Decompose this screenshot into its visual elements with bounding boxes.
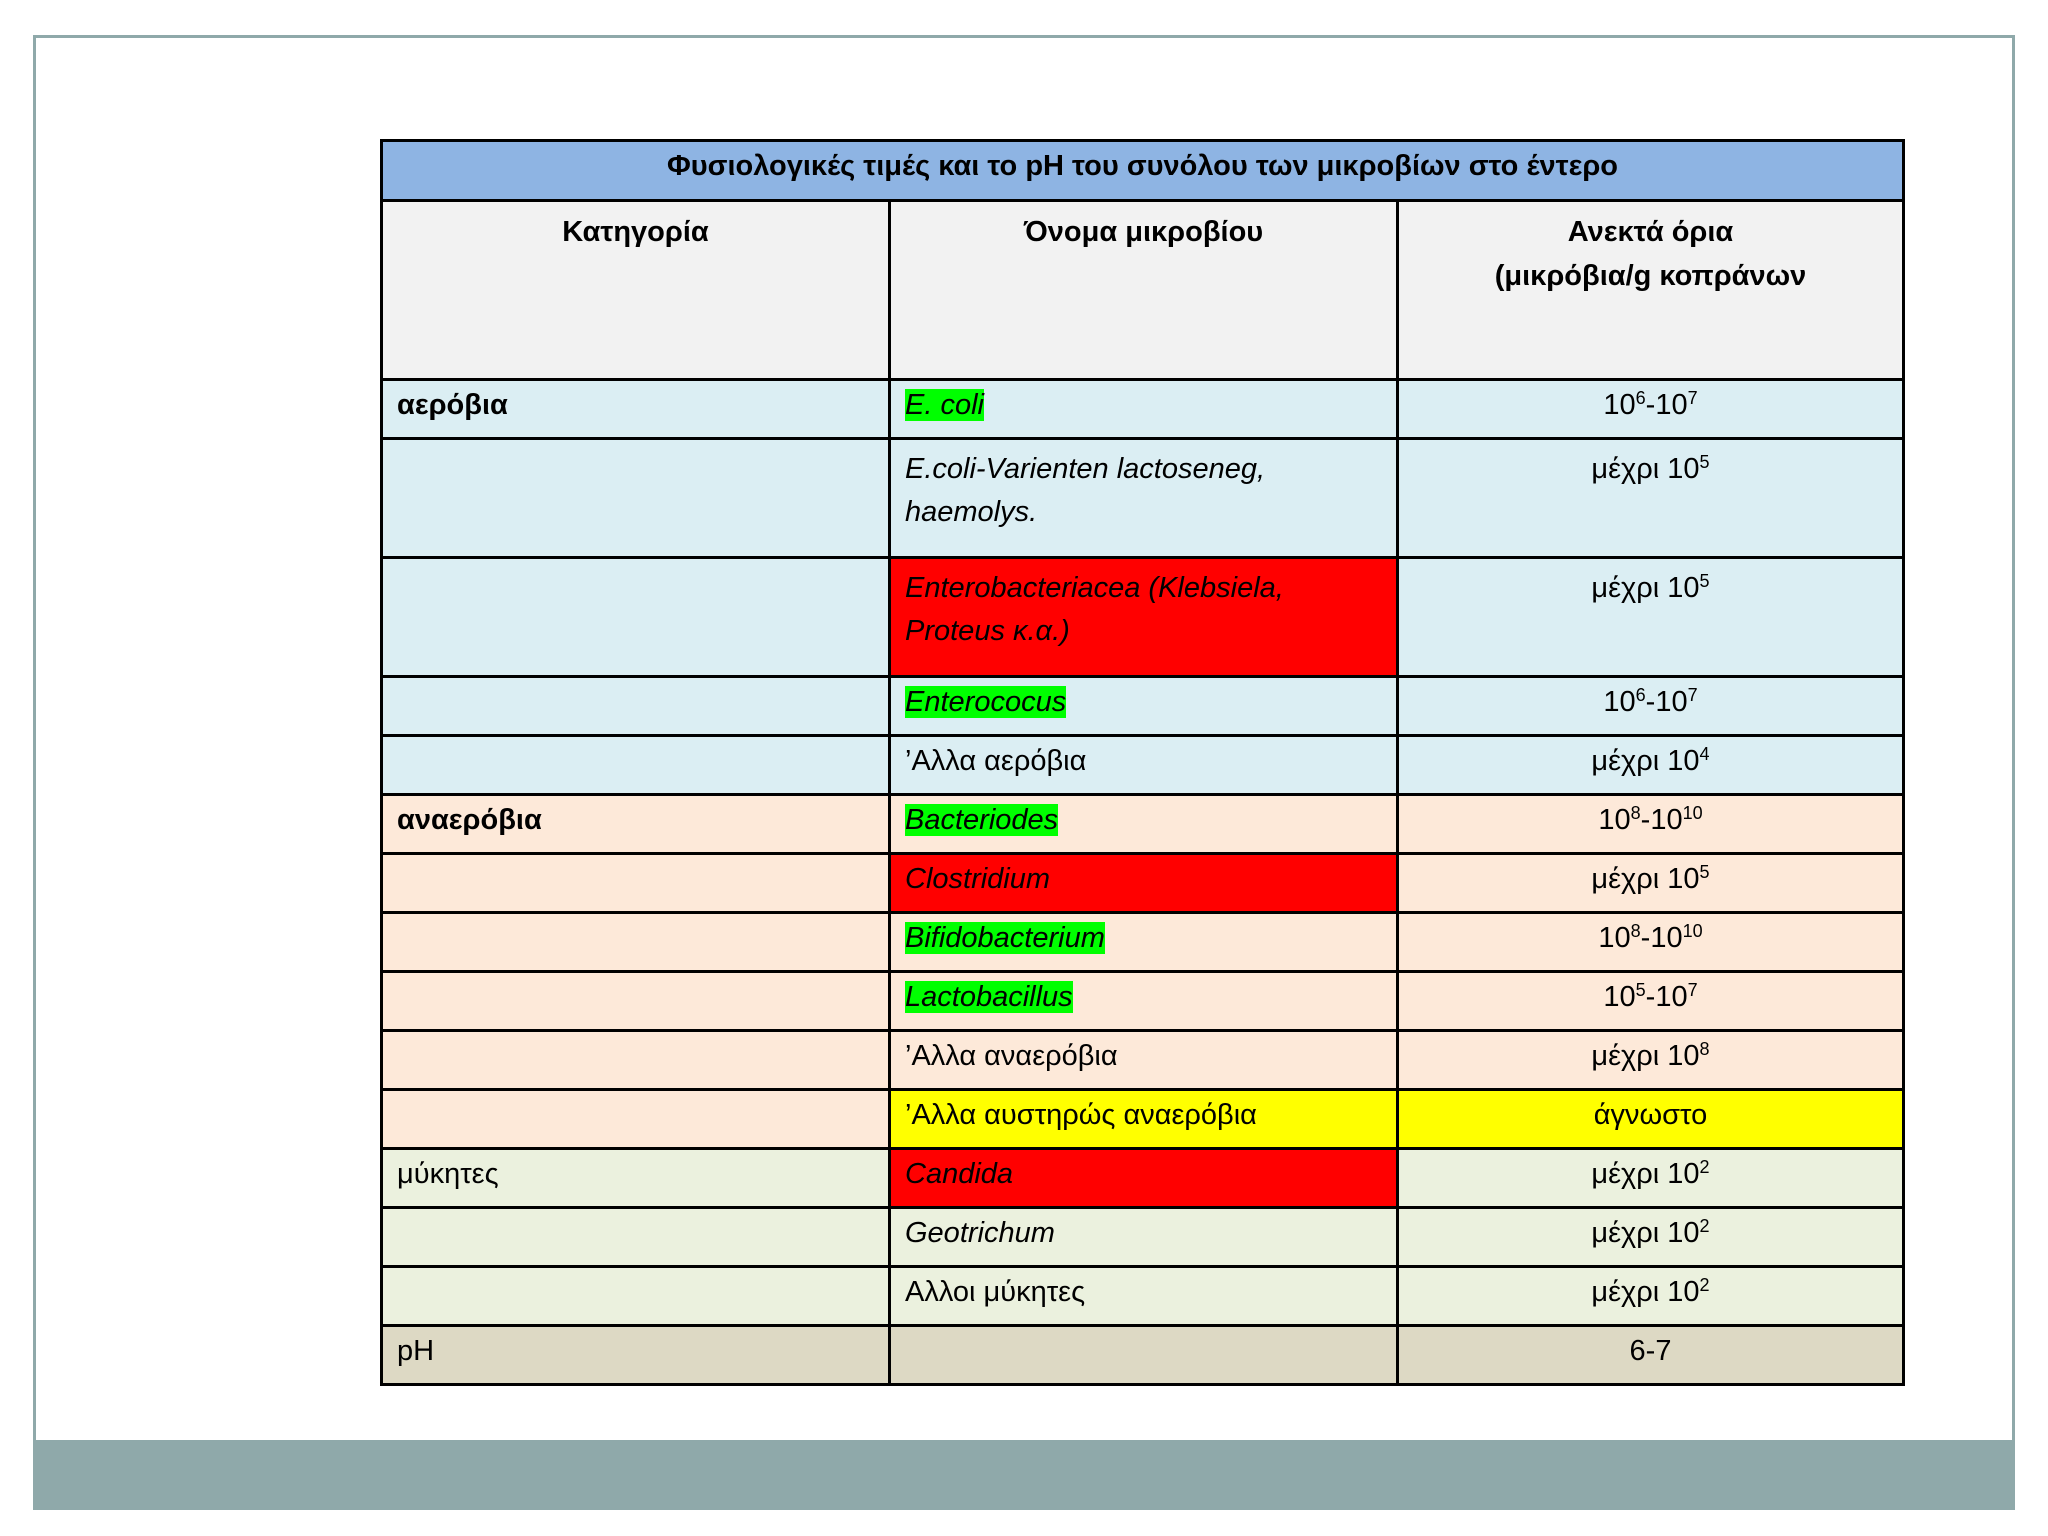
- table-row: [382, 1267, 1904, 1326]
- header-limit: [1398, 201, 1904, 380]
- row-name: Candida: [890, 1149, 1398, 1208]
- row-name: ’Αλλα αυστηρώς αναερόβια: [890, 1090, 1398, 1149]
- limit-base: μέχρι 10: [1591, 572, 1700, 604]
- limit-exp: 6: [1635, 388, 1646, 408]
- limit-exp: 8: [1699, 1039, 1710, 1059]
- row-limit: [1398, 1149, 1904, 1208]
- row-name-text: E. coli: [905, 389, 984, 421]
- limit-mid: -10: [1640, 922, 1683, 954]
- row-name: [890, 795, 1398, 854]
- row-category: αερόβια: [382, 380, 890, 439]
- table-row: [382, 1326, 1904, 1385]
- table-row: [382, 1208, 1904, 1267]
- limit-exp: 5: [1699, 452, 1710, 472]
- limit-exp2: 7: [1687, 980, 1698, 1000]
- limit-exp: 6: [1635, 685, 1646, 705]
- limit-exp: 5: [1699, 862, 1710, 882]
- row-name: Geotrichum: [890, 1208, 1398, 1267]
- limit-base: 10: [1598, 922, 1631, 954]
- row-name: [890, 913, 1398, 972]
- limit-base: άγνωστο: [1593, 1099, 1708, 1131]
- limit-base: μέχρι 10: [1591, 1217, 1700, 1249]
- row-category: [382, 439, 890, 558]
- microbe-table: [380, 139, 1905, 1386]
- row-category: [382, 972, 890, 1031]
- limit-base: 10: [1603, 686, 1636, 718]
- limit-base: μέχρι 10: [1591, 1158, 1700, 1190]
- limit-exp2: 7: [1687, 388, 1698, 408]
- row-limit: [1398, 1208, 1904, 1267]
- limit-mid: -10: [1645, 686, 1688, 718]
- row-limit: [1398, 1326, 1904, 1385]
- table-title-row: [382, 141, 1904, 201]
- row-category: [382, 1031, 890, 1090]
- row-category: αναερόβια: [382, 795, 890, 854]
- limit-base: μέχρι 10: [1591, 745, 1700, 777]
- limit-base: μέχρι 10: [1591, 453, 1700, 485]
- row-limit: [1398, 913, 1904, 972]
- limit-base: μέχρι 10: [1591, 1040, 1700, 1072]
- footer-band: [33, 1440, 2015, 1510]
- row-name-text: Lactobacillus: [905, 981, 1073, 1013]
- row-name: ’Αλλα αερόβια: [890, 736, 1398, 795]
- table-row: [382, 795, 1904, 854]
- header-name: Όνομα μικροβίου: [890, 201, 1398, 380]
- row-limit: [1398, 854, 1904, 913]
- table-header-row: [382, 201, 1904, 380]
- limit-exp: 2: [1699, 1216, 1710, 1236]
- row-category: [382, 558, 890, 677]
- row-name-text: Bifidobacterium: [905, 922, 1105, 954]
- header-category: Κατηγορία: [382, 201, 890, 380]
- row-category: [382, 1267, 890, 1326]
- row-limit: [1398, 1031, 1904, 1090]
- limit-exp: 5: [1699, 571, 1710, 591]
- limit-base: 10: [1603, 981, 1636, 1013]
- row-limit: [1398, 439, 1904, 558]
- table-row: [382, 854, 1904, 913]
- row-category: [382, 854, 890, 913]
- limit-mid: -10: [1640, 804, 1683, 836]
- limit-exp: 2: [1699, 1275, 1710, 1295]
- header-limit-line1: Ανεκτά όρια: [1567, 216, 1734, 248]
- row-category: pH: [382, 1326, 890, 1385]
- limit-exp: 8: [1630, 803, 1641, 823]
- row-name: Clostridium: [890, 854, 1398, 913]
- limit-base: 10: [1598, 804, 1631, 836]
- limit-exp: 4: [1699, 744, 1710, 764]
- row-limit: [1398, 558, 1904, 677]
- table-row: [382, 736, 1904, 795]
- table-row: [382, 439, 1904, 558]
- limit-exp: 2: [1699, 1157, 1710, 1177]
- limit-exp: 5: [1635, 980, 1646, 1000]
- row-limit: [1398, 736, 1904, 795]
- limit-mid: -10: [1645, 981, 1688, 1013]
- row-name: Αλλοι μύκητες: [890, 1267, 1398, 1326]
- row-category: [382, 913, 890, 972]
- limit-base: 6-7: [1629, 1335, 1672, 1367]
- row-name: [890, 1326, 1398, 1385]
- header-limit-line2: (μικρόβια/g κοπράνων: [1494, 260, 1807, 292]
- table-row: [382, 972, 1904, 1031]
- row-limit: [1398, 1267, 1904, 1326]
- table-title: Φυσιολογικές τιμές και το pH του συνόλου των μικροβίων στο έντερο: [382, 141, 1904, 201]
- row-name-text: Enterococus: [905, 686, 1067, 718]
- table-row: [382, 1031, 1904, 1090]
- row-limit: [1398, 677, 1904, 736]
- limit-exp: 8: [1630, 921, 1641, 941]
- limit-mid: -10: [1645, 389, 1688, 421]
- row-name: E.coli-Varienten lactoseneg, haemolys.: [890, 439, 1398, 558]
- row-name: [890, 972, 1398, 1031]
- row-limit: [1398, 972, 1904, 1031]
- limit-exp2: 7: [1687, 685, 1698, 705]
- row-category: [382, 677, 890, 736]
- limit-exp2: 10: [1682, 921, 1703, 941]
- row-limit: [1398, 795, 1904, 854]
- row-name: [890, 380, 1398, 439]
- limit-base: μέχρι 10: [1591, 1276, 1700, 1308]
- row-name: ’Αλλα αναερόβια: [890, 1031, 1398, 1090]
- row-category: [382, 1090, 890, 1149]
- row-limit: [1398, 1090, 1904, 1149]
- row-name: [890, 677, 1398, 736]
- table-row: [382, 558, 1904, 677]
- table-row: [382, 1149, 1904, 1208]
- row-limit: [1398, 380, 1904, 439]
- limit-base: 10: [1603, 389, 1636, 421]
- table-row: [382, 677, 1904, 736]
- row-name: Enterobacteriacea (Klebsiela, Proteus κ.α.): [890, 558, 1398, 677]
- table-row: [382, 1090, 1904, 1149]
- row-category: μύκητες: [382, 1149, 890, 1208]
- row-name-text: Bacteriodes: [905, 804, 1059, 836]
- table-row: [382, 913, 1904, 972]
- row-category: [382, 1208, 890, 1267]
- limit-base: μέχρι 10: [1591, 863, 1700, 895]
- limit-exp2: 10: [1682, 803, 1703, 823]
- row-category: [382, 736, 890, 795]
- table-row: [382, 380, 1904, 439]
